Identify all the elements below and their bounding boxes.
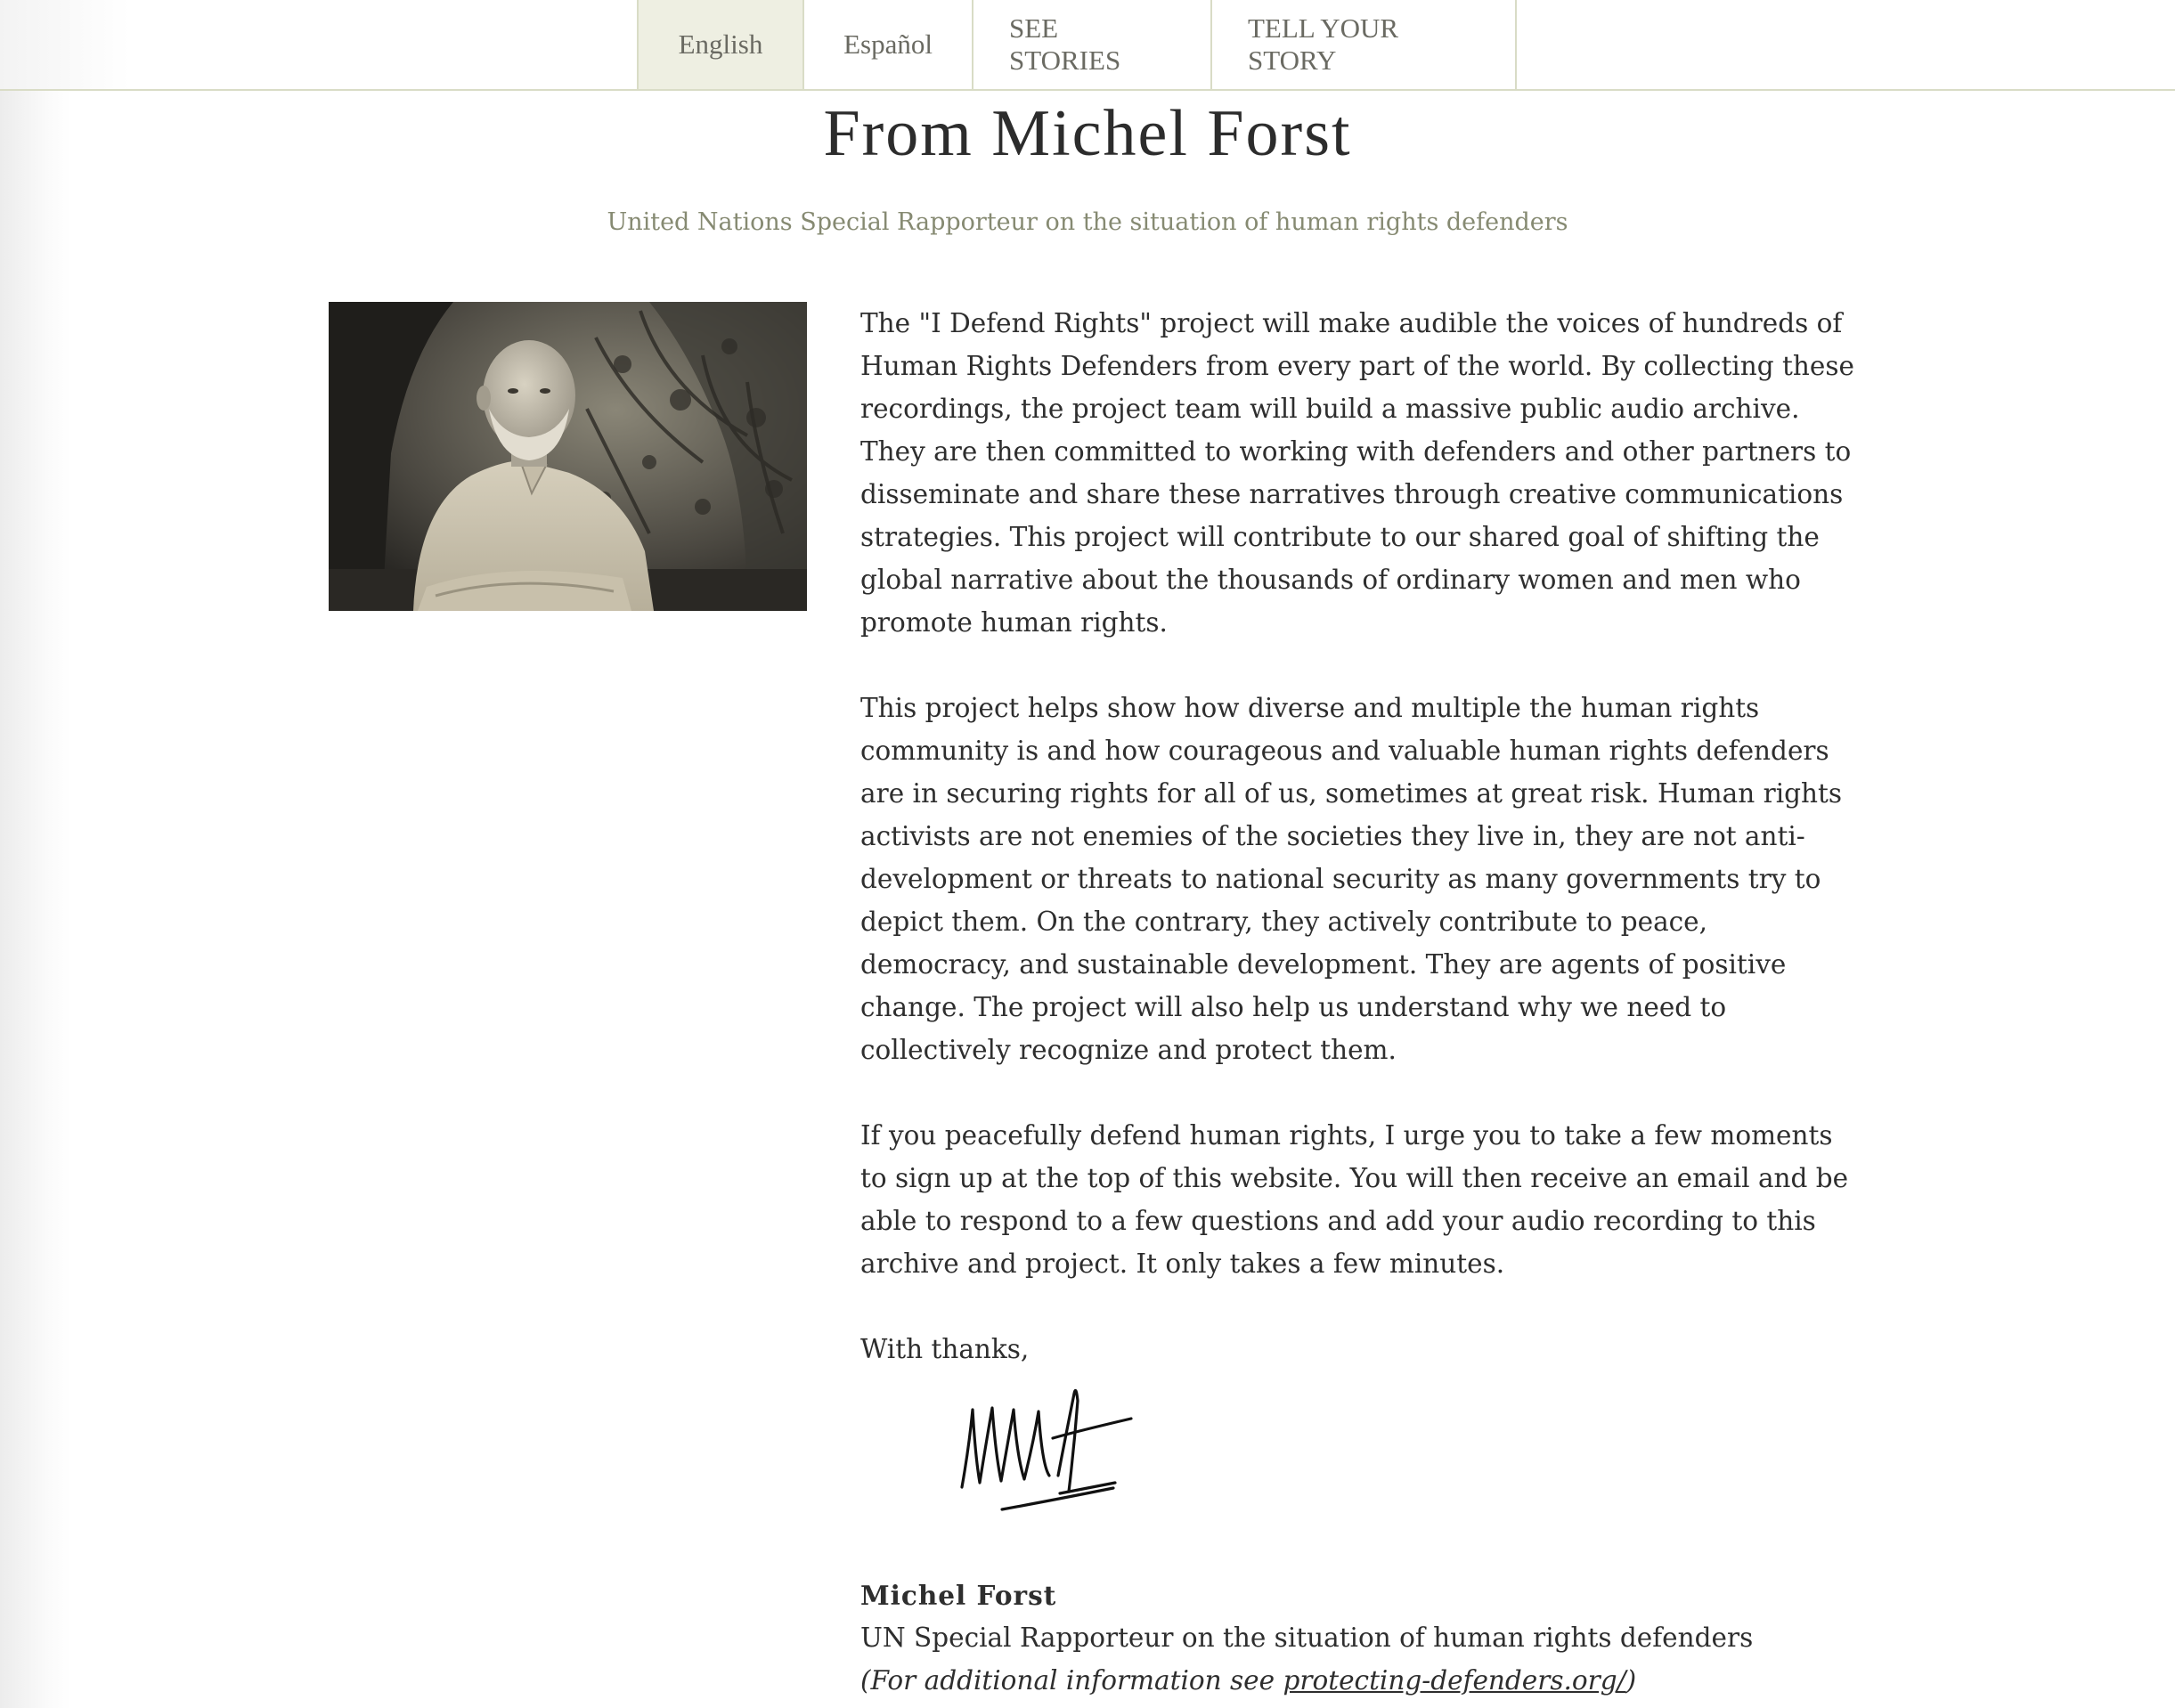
info-prefix: (For additional information see (860, 1665, 1283, 1696)
letter-paragraph-2: This project helps show how diverse and multiple the human rights community is and how courageous and valuable human rights defenders are in securing rights for all of us, sometimes at great risk. Human rights activists are not enemies of the societies they live in, they are not anti-development or threats to national security as many governments try to depict them. On the contrary, they actively contribute to peace, democracy, and sustainable development. They are agents of positive change. The project will also help us understand why we need to collectively recognize and protect them. (860, 693, 1843, 1065)
letter-closing: With thanks, (860, 1334, 1030, 1364)
tab-tell-your-story[interactable]: TELL YOUR STORY (1210, 0, 1517, 89)
letter-paragraph-1: The "I Defend Rights" project will make audible the voices of hundreds of Human Rights Defenders from every part of the world. By collecting these recordings, the project team will build a massive public audio archive. They are then committed to working with defenders and other partners to disseminate and share these narratives through creative communications strategies. This project will contribute to our shared goal of shifting the global narrative about the thousands of ordinary women and men who promote human rights. (860, 308, 1854, 638)
signature-image (953, 1376, 1149, 1518)
letter-paragraph-3: If you peacefully defend human rights, I urge you to take a few moments to sign up at the top of this website. You will then receive an email and be able to respond to a few questions and add your audio recording to this archive and project. It only takes a few minutes. (860, 1120, 1849, 1279)
protecting-defenders-link[interactable]: protecting-defenders.org/ (1283, 1665, 1626, 1696)
letter-body (860, 302, 1858, 1413)
signer-name: Michel Forst (860, 1580, 1057, 1611)
tab-see-stories[interactable]: SEE STORIES (972, 0, 1210, 89)
tab-espanol[interactable]: Español (802, 0, 972, 89)
signer-role: UN Special Rapporteur on the situation of human rights defenders (860, 1623, 1754, 1653)
top-nav (0, 0, 2175, 91)
page-subtitle: United Nations Special Rapporteur on the situation of human rights defenders (607, 208, 1568, 236)
nav-tabs (637, 0, 1517, 89)
left-shade (0, 91, 71, 1708)
info-suffix: ) (1625, 1665, 1637, 1696)
portrait-photo (329, 302, 807, 611)
page-title: From Michel Forst (823, 97, 1352, 170)
additional-info (860, 1665, 1636, 1696)
tab-english[interactable]: English (637, 0, 802, 89)
